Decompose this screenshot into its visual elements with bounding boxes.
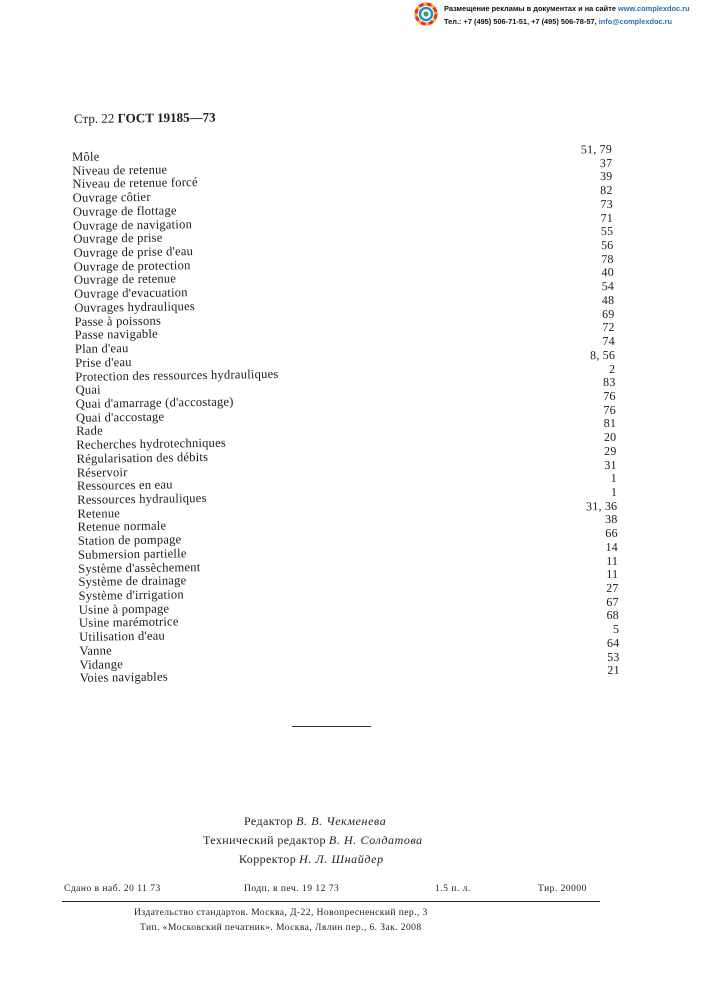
index-page-ref: 20 (603, 429, 617, 445)
index-page-ref: 37 (599, 155, 613, 170)
index-term: Ouvrage de prise d'eau (73, 244, 194, 260)
index-page-ref: 73 (600, 196, 613, 211)
index-page-ref: 64 (606, 635, 620, 650)
section-divider (292, 726, 371, 727)
proofreader-role: Корректор (239, 852, 297, 866)
index-term: Ouvrages hydrauliques (74, 299, 196, 315)
index-page-ref: 5 (612, 622, 620, 637)
ad-text-2: Тел.: +7 (495) 506-71-51, +7 (495) 506-78-57, (444, 17, 597, 26)
index-page-ref: 82 (600, 183, 613, 198)
index-term: Vanne (79, 643, 112, 658)
printer-line: Тип. «Московский печатник». Москва, Лялин пер., 6. Зак. 2008 (140, 921, 422, 933)
index-page-ref: 38 (605, 512, 618, 527)
index-page-ref: 71 (600, 210, 614, 225)
signed-to-print: Подп. в печ. 19 12 73 (244, 884, 340, 894)
tech-editor-line (150, 831, 550, 850)
index-term: Réservoir (76, 464, 128, 480)
index-page-ref: 21 (607, 663, 620, 678)
index-term: Ouvrage de prise (73, 230, 163, 247)
ad-text-1: Размещение рекламы в документах и на сайте (444, 4, 616, 13)
index-term: Protection des ressources hydrauliques (75, 366, 279, 384)
index-term: Môle (71, 149, 100, 164)
index-term: Ouvrage de protection (73, 257, 191, 274)
index-term: Passe navigable (74, 327, 158, 343)
ad-line-2 (444, 17, 672, 26)
imprint-rule (62, 901, 600, 902)
index-page-ref: 11 (606, 567, 619, 582)
proofreader-name: Н. Л. Шнайдер (299, 852, 384, 866)
index-term: Ouvrage de retenue (73, 271, 177, 288)
index-page-ref: 55 (600, 224, 614, 239)
index-page-ref: 8, 56 (589, 347, 616, 363)
ad-banner (414, 2, 711, 30)
editor-name: В. В. Чекменева (296, 814, 387, 828)
index-page-ref: 76 (603, 388, 616, 403)
index-term: Quai d'accostage (75, 409, 165, 425)
imprint-text (134, 906, 554, 935)
ad-email-link[interactable]: info@complexdoc.ru (598, 17, 673, 26)
index-page-ref: 31 (604, 457, 617, 472)
index-page-ref: 69 (601, 306, 615, 321)
index-term: Quai d'amarrage (d'accostage) (75, 394, 234, 411)
ad-site-link[interactable]: www.complexdoc.ru (618, 4, 690, 13)
index-page-ref: 83 (602, 375, 616, 390)
index-page-ref: 1 (610, 484, 618, 499)
index-term: Retenue normale (77, 518, 167, 535)
index-page-ref: 39 (599, 169, 613, 184)
index-page-ref: 67 (606, 594, 619, 609)
index-term: Submersion partielle (77, 546, 187, 562)
index-term: Ouvrage d'evacuation (74, 285, 188, 302)
index-page-ref: 76 (603, 402, 616, 417)
tech-editor-name: В. Н. Солдатова (328, 833, 423, 847)
complexdoc-logo-icon (414, 2, 438, 26)
index-term: Passe à poissons (74, 313, 162, 329)
index-page-ref: 68 (606, 608, 620, 623)
index-term: Recherches hydrotechniques (76, 435, 227, 452)
index-term: Usine à pompage (78, 601, 170, 617)
index-page-ref: 11 (606, 553, 619, 568)
index-term: Ouvrage de flottage (72, 203, 177, 219)
index-term: Usine marémotrice (78, 614, 179, 631)
index-term: Système de drainage (78, 573, 187, 590)
index-term: Plan d'eau (74, 341, 129, 356)
index-page-ref: 2 (608, 361, 616, 376)
print-run: Тир. 20000 (538, 884, 587, 894)
publisher-line: Издательство стандартов. Москва, Д-22, Новопресненский пер., 3 (134, 907, 428, 918)
index-page-ref: 31, 36 (586, 498, 618, 514)
tech-editor-role: Технический редактор (203, 833, 326, 847)
index-term: Niveau de retenue (72, 162, 168, 178)
index-page-ref: 51, 79 (580, 141, 613, 157)
index-page-ref: 1 (610, 471, 618, 486)
index-term: Quai (75, 382, 101, 398)
proofreader-line (150, 850, 550, 869)
credits-block (150, 812, 550, 869)
index-page-ref: 14 (605, 539, 619, 554)
index-term: Régularisation des débits (76, 449, 209, 466)
index-page-ref: 56 (600, 237, 614, 253)
index-term: Voies navigables (79, 669, 168, 686)
index-page-ref: 81 (603, 416, 617, 431)
index-term: Station de pompage (77, 532, 182, 548)
index-term: Système d'assèchement (78, 559, 201, 576)
index-page-ref: 48 (601, 292, 615, 307)
index-term: Vidange (79, 656, 124, 672)
index-page-ref: 27 (606, 580, 619, 596)
index-page-ref: 72 (602, 320, 615, 335)
index-term: Niveau de retenue forcé (72, 175, 198, 192)
index-term: Ressources en eau (76, 477, 173, 494)
editor-role: Редактор (244, 814, 294, 828)
term-index-list (66, 143, 620, 686)
index-term: Prise d'eau (75, 354, 132, 370)
page-number: Стр. 22 (73, 110, 115, 126)
index-page-ref: 40 (601, 265, 614, 280)
index-term: Ressources hydrauliques (77, 490, 207, 507)
index-page-ref: 66 (605, 525, 618, 541)
index-term: Ouvrage côtier (72, 189, 151, 206)
print-sheets: 1.5 п. л. (435, 884, 471, 894)
index-page-ref: 78 (601, 251, 614, 266)
index-page-ref: 29 (603, 443, 617, 458)
sent-to-typeset: Сдано в наб. 20 11 73 (64, 884, 161, 894)
index-page-ref: 53 (607, 649, 620, 664)
index-term: Utilisation d'eau (79, 628, 166, 645)
editor-line (150, 812, 550, 831)
index-page-ref: 54 (601, 279, 615, 294)
index-term: Rade (76, 423, 103, 439)
index-page-ref: 74 (602, 333, 615, 349)
standard-number: ГОСТ 19185—73 (117, 109, 216, 126)
page-header (74, 110, 216, 127)
index-term: Ouvrage de navigation (73, 216, 193, 233)
index-term: Retenue (77, 505, 121, 521)
ad-line-1 (444, 4, 690, 13)
index-term: Système d'irrigation (78, 587, 184, 603)
